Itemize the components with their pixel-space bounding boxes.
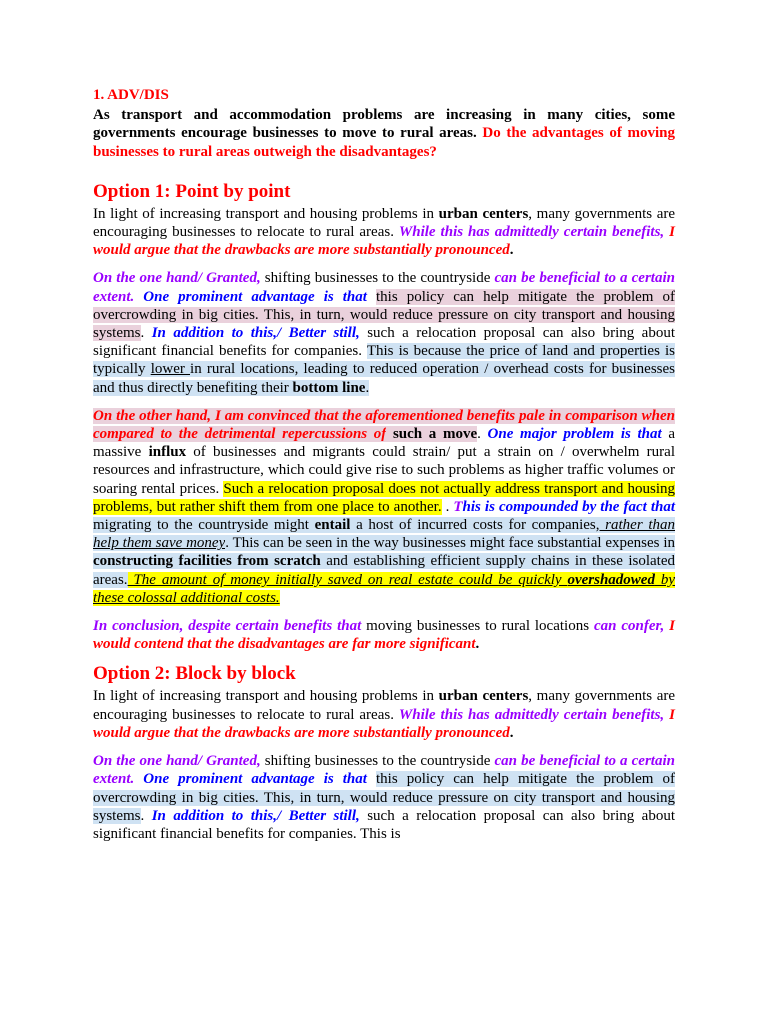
body2-keyword: influx <box>148 444 187 461</box>
body1-concession: can be beneficial to a certain extent. <box>93 753 675 788</box>
task-question: Do the advantages of moving businesses to rural areas outweigh the disadvantages? <box>93 125 675 160</box>
intro-text: , many governments are encouraging businesses to relocate to rural areas. <box>93 205 675 241</box>
body1-highlight-blue: This is because the price of land and properties is typically <box>93 343 676 378</box>
body1-signpost: One prominent advantage is that <box>134 288 367 305</box>
body2-underlined-italic: rather than help them save money <box>93 517 675 552</box>
option2-body1-paragraph <box>93 752 675 843</box>
conclusion-text: . <box>475 636 480 653</box>
body2-keyword: such a move <box>392 426 478 443</box>
body2-highlight-yellow: Such a relocation proposal does not actually address transport and housing problems, but rather shift them from one place to another. <box>93 480 675 515</box>
intro-keyword: urban centers <box>438 205 529 222</box>
option1-body1-paragraph <box>93 269 675 396</box>
body2-text: . <box>441 498 454 515</box>
intro-concession: While this has admittedly certain benefits, <box>398 224 670 241</box>
option1-title: Option 1: Point by point <box>93 180 291 202</box>
intro-text: In light of increasing transport and housing problems in <box>93 205 439 222</box>
body1-text: such a relocation proposal can also bring about significant financial benefits for companies. This is <box>93 807 676 842</box>
intro-concession: While this has admittedly certain benefits, <box>398 706 670 723</box>
body1-text: . <box>140 325 152 342</box>
body2-signpost: his is compounded by the fact that <box>462 498 676 515</box>
body2-highlight-blue: migrating to the countryside might <box>93 517 315 534</box>
option1-intro-paragraph <box>93 205 675 260</box>
body1-text <box>367 289 376 305</box>
body2-text: . <box>477 426 488 443</box>
body1-linker: On the one hand/ Granted, <box>93 270 261 287</box>
body2-highlight-yellow-italic: by these colossal additional costs. <box>93 571 675 606</box>
conclusion-text: moving businesses to rural locations <box>361 618 594 635</box>
option2-title: Option 2: Block by block <box>93 663 296 685</box>
body2-text <box>386 426 393 442</box>
body2-text: a massive <box>93 426 676 461</box>
body1-highlight-pink: this policy can help mitigate the problem of overcrowding in big cities. This, in turn, would reduce pressure on city transport and housing systems <box>93 288 676 342</box>
body1-signpost: One prominent advantage is that <box>134 771 367 788</box>
body2-keyword: constructing facilities from scratch <box>93 553 321 570</box>
intro-text: , many governments are encouraging businesses to relocate to rural areas. <box>93 688 675 723</box>
body1-text: shifting businesses to the countryside <box>260 753 495 770</box>
intro-text: . <box>509 242 514 259</box>
body1-text: such a relocation proposal can also bring about significant financial benefits for companies. <box>93 325 676 360</box>
task-prompt <box>93 106 675 161</box>
body2-signpost-initial: T <box>453 498 463 515</box>
conclusion-thesis: I would contend that the disadvantages are far more significant <box>93 618 675 653</box>
body2-keyword: entail <box>314 517 351 534</box>
conclusion-concession: In conclusion, despite certain benefits that <box>93 618 362 635</box>
intro-text: . <box>509 724 514 741</box>
body2-highlight-yellow-italic: The amount of money initially saved on real estate could be quickly <box>127 571 568 588</box>
body1-highlight-blue: this policy can help mitigate the problem of overcrowding in big cities. This, in turn, would reduce pressure on city transport and housing systems <box>93 771 676 824</box>
option2-intro-paragraph <box>93 687 675 742</box>
body1-text: . <box>140 807 152 824</box>
body2-highlight-blue: . This can be seen in the way businesses might face substantial expenses in <box>225 535 675 552</box>
body1-signpost: In addition to this,/ Better still, <box>151 807 360 824</box>
option1-conclusion-paragraph <box>93 617 675 653</box>
body1-underlined: lower <box>150 361 191 378</box>
body1-highlight-blue: in rural locations, leading to reduced operation / overhead costs for businesses and thus directly benefiting their <box>93 361 675 396</box>
intro-thesis: I would argue that the drawbacks are more substantially pronounced <box>93 224 675 259</box>
document-page <box>93 86 675 843</box>
body1-signpost: In addition to this,/ Better still, <box>151 325 360 342</box>
task-statement: As transport and accommodation problems are increasing in many cities, some governments encourage businesses to move to rural areas. <box>93 107 675 142</box>
body2-signpost: One major problem is that <box>487 426 662 443</box>
body1-text: shifting businesses to the countryside <box>260 270 495 287</box>
body2-highlight-blue: a host of incurred costs for companies, <box>350 517 600 534</box>
option1-body2-paragraph <box>93 407 675 607</box>
body2-highlight-blue: and establishing efficient supply chains in these isolated areas. <box>93 553 675 588</box>
section-number-heading: 1. ADV/DIS <box>93 87 169 103</box>
body1-linker: On the one hand/ Granted, <box>93 753 261 770</box>
body2-text: . <box>215 480 224 497</box>
conclusion-concession: can confer, <box>593 618 670 635</box>
body2-topic-sentence: On the other hand, I am convinced that the aforementioned benefits pale in comparison when compared to the detrimental repercussions of <box>93 407 675 443</box>
intro-keyword: urban centers <box>438 688 529 705</box>
body1-keyword: bottom line <box>292 379 366 396</box>
intro-thesis: I would argue that the drawbacks are more substantially pronounced <box>93 706 675 741</box>
body1-highlight-blue: . <box>365 379 370 396</box>
body1-text <box>367 771 376 787</box>
body2-text: of businesses and migrants could strain/ put a strain on / overwhelm rural resources and infrastructure, which could give rise to such problems as higher traffic volumes or soaring rental prices <box>93 444 675 497</box>
body2-keyword-italic: overshadowed <box>567 571 655 588</box>
intro-text: In light of increasing transport and housing problems in <box>93 688 439 705</box>
body1-concession: can be beneficial to a certain extent. <box>93 270 675 305</box>
